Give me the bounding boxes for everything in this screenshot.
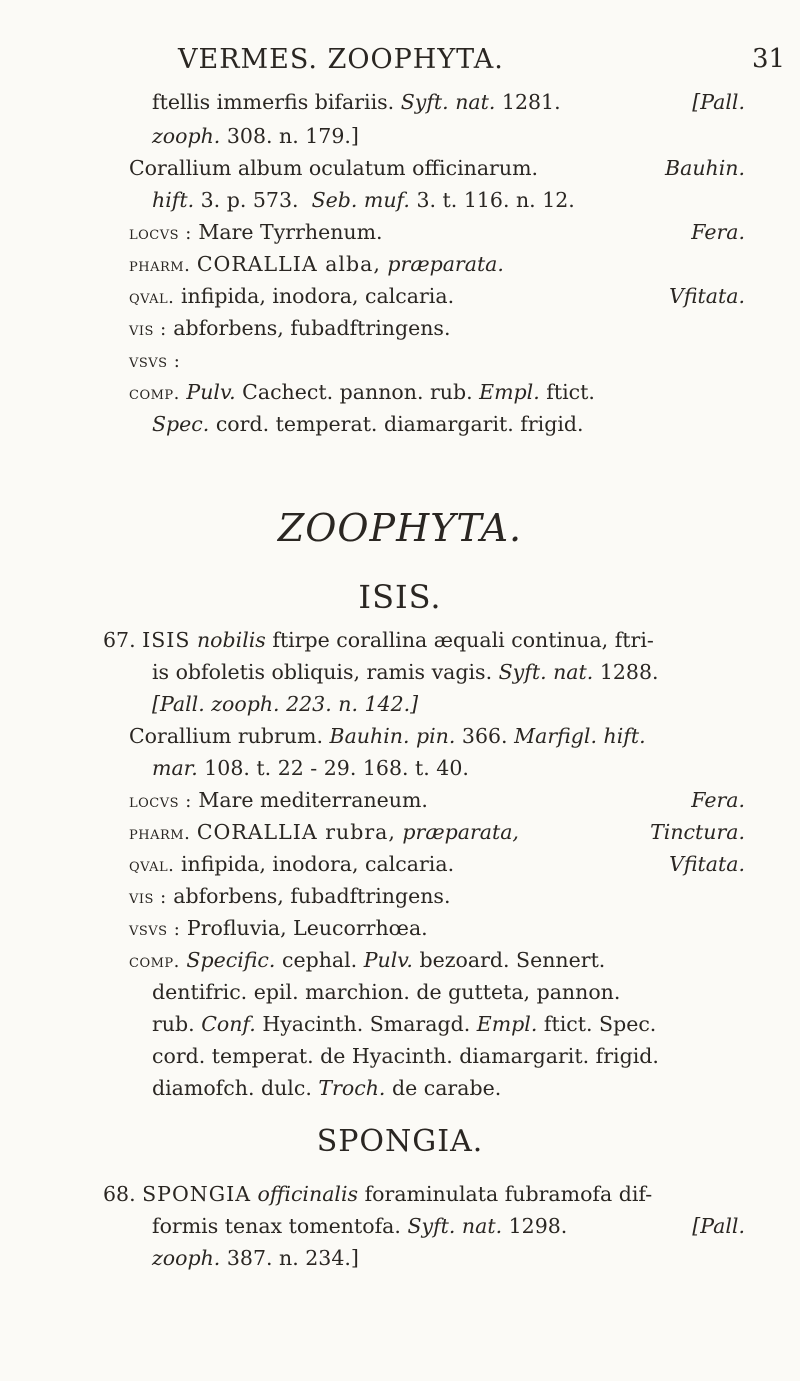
margin-ref: Fera.	[691, 220, 745, 244]
text-line: locvs : Mare mediterraneum.	[129, 788, 428, 812]
text-line: Spec. cord. temperat. diamargarit. frigid.	[152, 412, 584, 436]
text-line: qval. infipida, inodora, calcaria.	[129, 852, 455, 876]
text-line: vsvs : Profluvia, Leucorrhœa.	[129, 916, 428, 940]
text-line: comp. Specific. cephal. Pulv. bezoard. Sennert.	[129, 948, 606, 972]
text-line: vis : abforbens, fubadftringens.	[129, 316, 451, 340]
text-line: cord. temperat. de Hyacinth. diamargarit. frigid.	[152, 1044, 659, 1068]
text-line: mar. 108. t. 22 - 29. 168. t. 40.	[152, 756, 469, 780]
text-line: Corallium album oculatum officinarum.	[129, 156, 539, 180]
text-line: comp. Pulv. Cachect. pannon. rub. Empl. ftict.	[129, 380, 595, 404]
margin-ref: Tinctura.	[650, 820, 745, 844]
text-line: 68. SPONGIA officinalis foraminulata fubramofa dif-	[103, 1182, 653, 1206]
text-line: 67. ISIS nobilis ftirpe corallina æquali continua, ftri-	[103, 628, 654, 652]
text-line: pharm. CORALLIA alba, præparata.	[129, 252, 504, 276]
text-line: locvs : Mare Tyrrhenum.	[129, 220, 383, 244]
text-line: vis : abforbens, fubadftringens.	[129, 884, 451, 908]
running-title: VERMES. ZOOPHYTA.	[178, 44, 504, 75]
text-line: [Pall. zooph. 223. n. 142.]	[152, 692, 419, 716]
entry-number: 68.	[103, 1182, 136, 1206]
text-line: formis tenax tomentofa. Syft. nat. 1298.	[152, 1214, 568, 1238]
text-line: hift. 3. p. 573. Seb. muf. 3. t. 116. n. 12.	[152, 188, 575, 212]
text-line: rub. Conf. Hyacinth. Smaragd. Empl. ftict. Spec.	[152, 1012, 657, 1036]
margin-ref: Bauhin.	[665, 156, 745, 180]
margin-ref: [Pall.	[692, 90, 745, 114]
genus-heading-isis: ISIS.	[358, 578, 442, 616]
text-line: zooph. 308. n. 179.]	[152, 124, 359, 148]
text-line: pharm. CORALLIA rubra, præparata,	[129, 820, 519, 844]
text-line: Corallium rubrum. Bauhin. pin. 366. Marfigl. hift.	[129, 724, 646, 748]
margin-ref: Vfitata.	[669, 284, 745, 308]
text-line: zooph. 387. n. 234.]	[152, 1246, 359, 1270]
page-number: 31	[752, 44, 786, 74]
margin-ref: Vfitata.	[669, 852, 745, 876]
text-line: ftellis immerfis bifariis. Syft. nat. 1281.	[152, 90, 561, 114]
text-line: vsvs :	[129, 351, 181, 372]
entry-number: 67.	[103, 628, 136, 652]
section-heading-zoophyta: ZOOPHYTA.	[277, 506, 523, 550]
text-line: diamofch. dulc. Troch. de carabe.	[152, 1076, 502, 1100]
text-line: dentifric. epil. marchion. de gutteta, pannon.	[152, 980, 621, 1004]
text-line: qval. infipida, inodora, calcaria.	[129, 284, 455, 308]
margin-ref: Fera.	[691, 788, 745, 812]
text-line: is obfoletis obliquis, ramis vagis. Syft. nat. 1288.	[152, 660, 659, 684]
genus-heading-spongia: SPONGIA.	[316, 1124, 484, 1159]
margin-ref: [Pall.	[692, 1214, 745, 1238]
